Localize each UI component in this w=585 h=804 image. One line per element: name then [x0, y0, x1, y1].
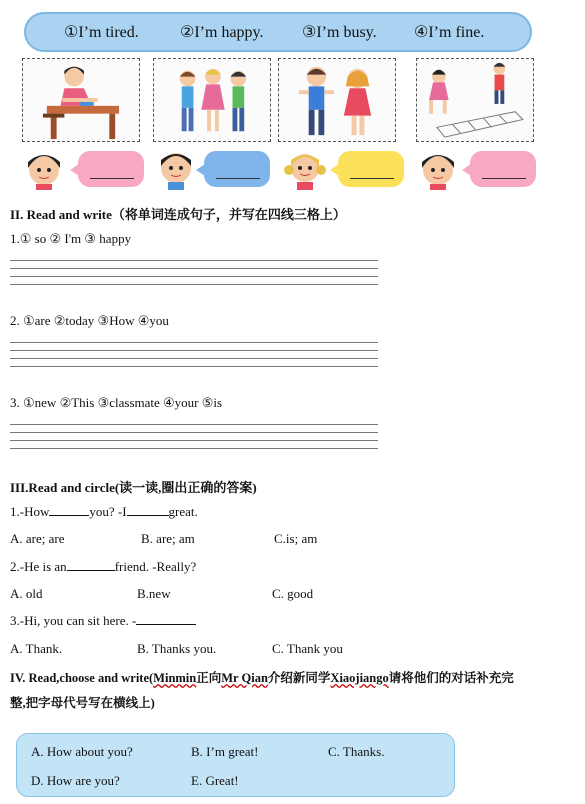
option-2a[interactable]: A. old — [10, 586, 43, 601]
question-3-3: 3.-Hi, you can sit here. - — [10, 613, 196, 629]
choice-e[interactable]: E. Great! — [191, 773, 239, 788]
choice-d[interactable]: D. How are you? — [31, 773, 120, 788]
option-3b[interactable]: B. Thanks you. — [137, 641, 217, 656]
section-4-heading: IV. Read,choose and write(Minmin正向Mr Qian介绍新同学Xiaojiango请将他们的对话补充完 — [10, 671, 514, 685]
question-3-2: 2.-He is an friend. -Really? — [10, 559, 197, 574]
writing-lines-1[interactable] — [10, 260, 378, 292]
answer-blank[interactable] — [49, 515, 89, 516]
section-4-heading-line2: 整,把字母代号写在横线上) — [10, 696, 155, 710]
blonde-girl-avatar — [283, 146, 327, 190]
speech-bubble-1 — [78, 151, 144, 187]
option-3a[interactable]: A. Thank. — [10, 641, 63, 656]
option-busy: ③I’m busy. — [302, 24, 377, 41]
option-fine: ④I’m fine. — [414, 24, 485, 41]
writing-lines-3[interactable] — [10, 424, 378, 456]
picture-hopscotch — [416, 58, 534, 142]
girl-avatar-2 — [416, 146, 460, 190]
question-2-3: 3. ①new ②This ③classmate ④your ⑤is — [10, 395, 223, 410]
section-2-heading: II. Read and write（将单词连成句子，并写在四线三格上） — [10, 207, 346, 222]
answer-blank[interactable] — [67, 570, 115, 571]
question-3-1: 1.-How you? -I great. — [10, 504, 198, 519]
section-3-heading: III.Read and circle(读一读,圈出正确的答案) — [10, 480, 257, 495]
speech-bubble-4 — [470, 151, 536, 187]
girl-avatar-1 — [22, 146, 66, 190]
writing-lines-2[interactable] — [10, 342, 378, 374]
choices-box — [16, 733, 455, 797]
option-happy: ②I’m happy. — [180, 24, 264, 41]
picture-boy-and-girl — [278, 58, 396, 142]
answer-blank[interactable] — [136, 624, 196, 625]
speech-bubble-2 — [204, 151, 270, 187]
speech-bubble-3 — [338, 151, 404, 187]
question-2-2: 2. ①are ②today ③How ④you — [10, 313, 169, 328]
option-1c[interactable]: C.is; am — [274, 531, 318, 546]
option-2b[interactable]: B.new — [137, 586, 171, 601]
boy-avatar — [154, 146, 198, 190]
option-1b[interactable]: B. are; am — [141, 531, 195, 546]
picture-girl-at-desk — [22, 58, 140, 142]
choice-c[interactable]: C. Thanks. — [328, 744, 385, 759]
answer-blank[interactable] — [127, 515, 169, 516]
option-3c[interactable]: C. Thank you — [272, 641, 343, 656]
choice-a[interactable]: A. How about you? — [31, 744, 133, 759]
options-banner — [24, 12, 532, 52]
option-tired: ①I’m tired. — [64, 24, 139, 41]
picture-three-kids — [153, 58, 271, 142]
choice-b[interactable]: B. I’m great! — [191, 744, 259, 759]
option-1a[interactable]: A. are; are — [10, 531, 65, 546]
question-2-1: 1.① so ② I'm ③ happy — [10, 231, 132, 246]
option-2c[interactable]: C. good — [272, 586, 314, 601]
